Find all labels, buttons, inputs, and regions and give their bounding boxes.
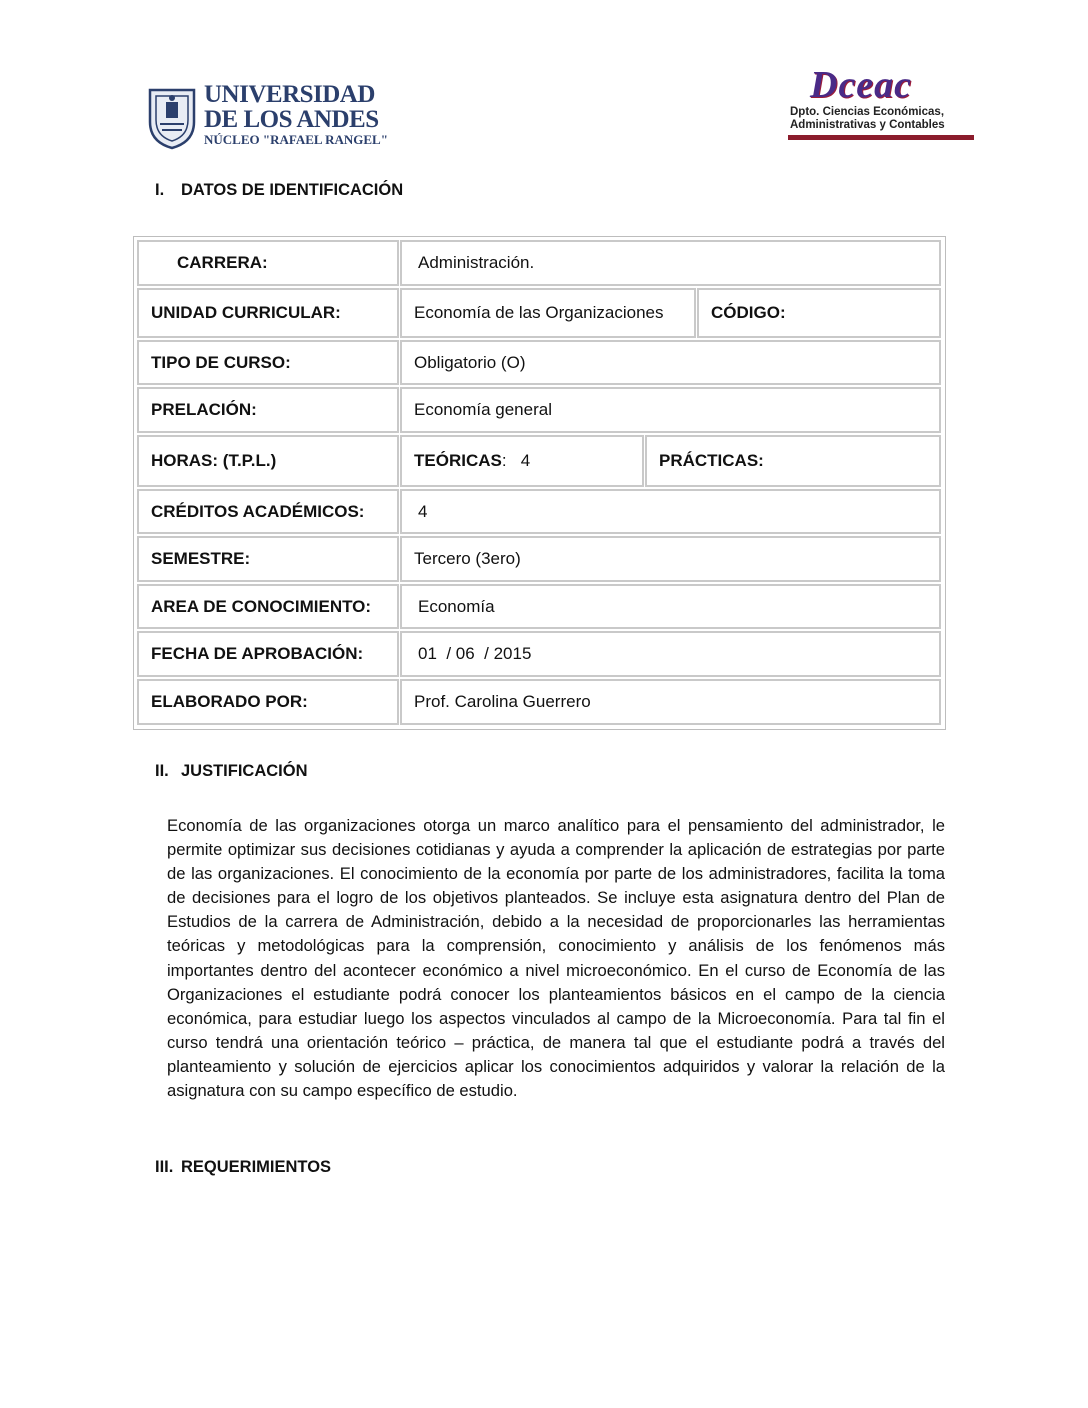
identification-table bbox=[133, 236, 946, 730]
label-semestre: SEMESTRE: bbox=[137, 536, 399, 582]
label-tipo-curso: TIPO DE CURSO: bbox=[137, 340, 399, 385]
value-carrera: Administración. bbox=[400, 240, 941, 286]
teoricas-cell bbox=[400, 435, 644, 487]
value-prelacion: Economía general bbox=[400, 387, 941, 433]
section-title: REQUERIMIENTOS bbox=[181, 1158, 332, 1176]
value-creditos: 4 bbox=[400, 489, 941, 534]
label-codigo: CÓDIGO: bbox=[697, 288, 941, 338]
label-teoricas: TEÓRICAS bbox=[414, 451, 502, 470]
department-wordmark: Dceac bbox=[810, 64, 913, 106]
section-heading-requirements bbox=[155, 1158, 331, 1177]
label-prelacion: PRELACIÓN: bbox=[137, 387, 399, 433]
department-logo-bar bbox=[788, 135, 974, 140]
university-name-line1: UNIVERSIDAD bbox=[204, 81, 375, 108]
value-unidad-curricular: Economía de las Organizaciones bbox=[400, 288, 696, 338]
department-name-line2: Administrativas y Contables bbox=[790, 119, 945, 131]
university-crest-icon bbox=[146, 84, 198, 150]
label-carrera: CARRERA: bbox=[137, 240, 399, 286]
section-number: III. bbox=[155, 1158, 174, 1176]
label-elaborado: ELABORADO POR: bbox=[137, 679, 399, 725]
label-horas: HORAS: (T.P.L.) bbox=[137, 435, 399, 487]
value-teoricas: : 4 bbox=[501, 451, 531, 470]
value-elaborado: Prof. Carolina Guerrero bbox=[400, 679, 941, 725]
section-number: II. bbox=[155, 762, 169, 780]
label-fecha: FECHA DE APROBACIÓN: bbox=[137, 631, 399, 677]
value-fecha: 01 / 06 / 2015 bbox=[400, 631, 941, 677]
justification-paragraph: Economía de las organizaciones otorga un marco analítico para el pensamiento del administrador, le permite optimizar sus decisiones cotidianas y ayuda a comprender la aplicación de estrategias por parte de las organizaciones. El conocimiento de la economía por parte de los administradores, facilita la toma de decisiones para el logro de los objetivos planteados. Se incluye esta asignatura dentro del Plan de Estudios de la carrera de Administración, debido a la necesidad de proporcionarles las herramientas teóricas y metodológicas para la comprensión, conocimiento y análisis de los fenómenos más importantes dentro del acontecer económico a nivel microeconómico. En el curso de Economía de las Organizaciones el estudiante podrá conocer los planteamientos básicos en el campo de la ciencia económica, para estudiar luego los aspectos vinculados al campo de la Microeconomía. Para tal fin el curso tendrá una orientación teórico – práctica, de manera tal que el estudiante podrá a través del planteamiento y solución de ejercicios aplicar los conocimientos adquiridos y valorar la relación de la asignatura con su campo específico de estudio. bbox=[167, 816, 945, 1101]
section-heading-justification bbox=[155, 762, 308, 781]
section-number: I. bbox=[155, 181, 165, 199]
section-heading-identification bbox=[155, 181, 403, 200]
university-campus: NÚCLEO "RAFAEL RANGEL" bbox=[204, 132, 388, 147]
value-area: Economía bbox=[400, 584, 941, 629]
label-area: AREA DE CONOCIMIENTO: bbox=[137, 584, 399, 629]
department-logo bbox=[786, 64, 978, 144]
section-title: DATOS DE IDENTIFICACIÓN bbox=[181, 181, 404, 199]
value-semestre: Tercero (3ero) bbox=[400, 536, 941, 582]
value-tipo-curso: Obligatorio (O) bbox=[400, 340, 941, 385]
university-logo bbox=[146, 81, 388, 154]
label-creditos: CRÉDITOS ACADÉMICOS: bbox=[137, 489, 399, 534]
university-name-line2: DE LOS ANDES bbox=[204, 106, 379, 133]
department-name-line1: Dpto. Ciencias Económicas, bbox=[790, 106, 945, 118]
section-title: JUSTIFICACIÓN bbox=[181, 762, 308, 780]
label-unidad-curricular: UNIDAD CURRICULAR: bbox=[137, 288, 399, 338]
label-practicas: PRÁCTICAS: bbox=[645, 435, 941, 487]
